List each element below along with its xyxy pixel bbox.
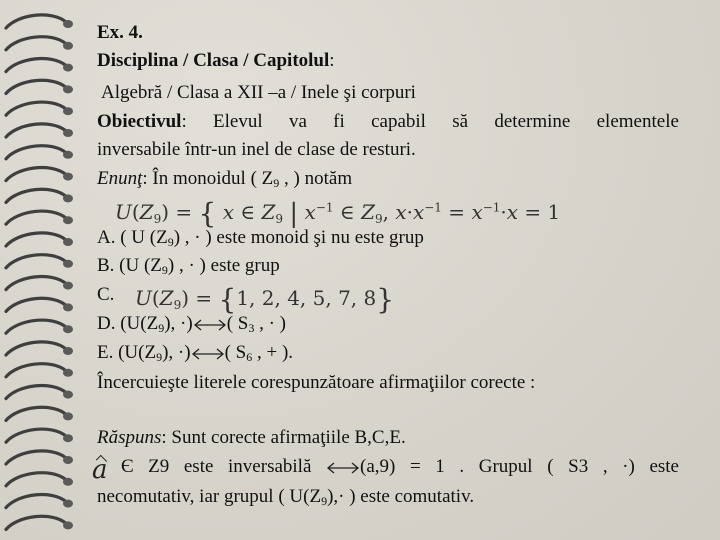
binding-hole: [63, 129, 73, 137]
spiral-binding: [0, 0, 90, 540]
option-b: B. (U $(Z_9)$ , · ) este grup: [97, 255, 280, 277]
binding-ring: [6, 451, 66, 464]
exercise-title: Ex. 4.: [97, 22, 143, 43]
binding-hole: [63, 303, 73, 311]
option-c-elements: 1, 2, 4, 5, 7, 8: [236, 286, 377, 310]
a-hat-symbol: a: [92, 455, 108, 485]
binding-hole: [63, 369, 73, 377]
option-c: [97, 282, 114, 309]
binding-ring: [6, 80, 66, 93]
binding-ring: [6, 233, 66, 246]
binding-hole: [63, 151, 73, 159]
answer-justified-row: Є Z9 este inversabilă (a,9) = 1 . Grupul ( S3 , ·) este: [121, 456, 679, 477]
objective-word: Elevul: [213, 111, 263, 132]
answer-line-2: [121, 454, 679, 481]
binding-ring: [6, 58, 66, 71]
objective-word: elementele: [596, 111, 679, 132]
binding-ring: [6, 211, 66, 224]
binding-hole: [63, 238, 73, 246]
objective-word: fi: [333, 111, 345, 132]
answer-line-3: necomutativ, iar grupul ( $U(Z_9),\cdot$ ) este comutativ.: [97, 486, 475, 508]
binding-hole: [63, 478, 73, 486]
objective-line-2: inversabile într-un inel de clase de resturi.: [97, 139, 416, 160]
binding-ring: [6, 364, 66, 377]
objective-justified-row: Obiectivul: Elevul va fi capabil să determine elementele: [97, 109, 679, 136]
option-e: E. ($U(Z_9)$, ·) ( $S_6$ , + ).: [97, 342, 294, 364]
objective-label: Obiectivul: [97, 111, 182, 132]
formula-u-definition: $U(Z_9)$ = { x ∈ $Z_9$ | $x^{-1}$ ∈ $Z_9$, $x\cdot x^{-1} = x^{-1}\cdot x = 1$: [115, 197, 561, 230]
binding-ring: [6, 124, 66, 137]
discipline-heading: Disciplina / Clasa / Capitolul:: [97, 50, 335, 71]
binding-hole: [63, 412, 73, 420]
binding-hole: [63, 42, 73, 50]
option-d: D. ($U(Z_9)$, ·) ( $S_3$ , · ): [97, 313, 286, 335]
binding-hole: [63, 391, 73, 399]
option-c-label: C.: [97, 284, 115, 305]
binding-ring: [6, 473, 66, 486]
objective-word: să: [452, 111, 469, 132]
binding-ring: [6, 385, 66, 398]
formula-option-c: $U(Z_9) = \{1$, 2, 4, 5, 7, 8}: [135, 283, 395, 316]
option-a: A. ( U $(Z_9)$ , · ) este monoid şi nu este grup: [97, 227, 424, 249]
binding-ring: [6, 320, 66, 333]
isomorphism-arrow-icon: [193, 319, 227, 331]
binding-hole: [63, 216, 73, 224]
binding-hole: [63, 282, 73, 290]
binding-ring: [6, 146, 66, 159]
binding-hole: [63, 107, 73, 115]
binding-ring: [6, 276, 66, 289]
instruction-line: Încercuieşte literele corespunzătoare afirmaţiilor corecte :: [97, 372, 536, 393]
binding-ring: [6, 37, 66, 50]
discipline-label: Disciplina / Clasa / Capitolul: [97, 50, 330, 71]
binding-hole: [63, 434, 73, 442]
binding-hole: [63, 521, 73, 529]
binding-hole: [63, 173, 73, 181]
answer-label: Răspuns: [97, 427, 162, 448]
binding-ring: [6, 15, 66, 28]
binding-ring: [6, 255, 66, 268]
equivalence-arrow-icon: [326, 462, 360, 474]
binding-ring: [6, 342, 66, 355]
binding-ring: [6, 429, 66, 442]
binding-hole: [63, 347, 73, 355]
binding-hole: [63, 260, 73, 268]
binding-ring: [6, 494, 66, 507]
binding-ring: [6, 516, 66, 529]
binding-ring: [6, 189, 66, 202]
binding-hole: [63, 500, 73, 508]
binding-ring: [6, 167, 66, 180]
objective-word: determine: [494, 111, 571, 132]
isomorphism-arrow-icon: [191, 348, 225, 360]
binding-hole: [63, 85, 73, 93]
discipline-value: Algebră / Clasa a XII –a / Inele şi corpuri: [101, 82, 416, 103]
binding-hole: [63, 456, 73, 464]
binding-hole: [63, 325, 73, 333]
binding-hole: [63, 194, 73, 202]
statement-label: Enunţ: [97, 168, 143, 189]
statement-line: Enunţ: În monoidul ( $Z_9$ , ) notăm: [97, 168, 353, 190]
binding-hole: [63, 64, 73, 72]
answer-line: Răspuns: Sunt corecte afirmaţiile B,C,E.: [97, 427, 406, 448]
binding-hole: [63, 20, 73, 28]
objective-word: va: [288, 111, 307, 132]
binding-ring: [6, 298, 66, 311]
binding-ring: [6, 407, 66, 420]
objective-line-1: [97, 109, 679, 136]
binding-ring: [6, 102, 66, 115]
objective-word: capabil: [371, 111, 426, 132]
